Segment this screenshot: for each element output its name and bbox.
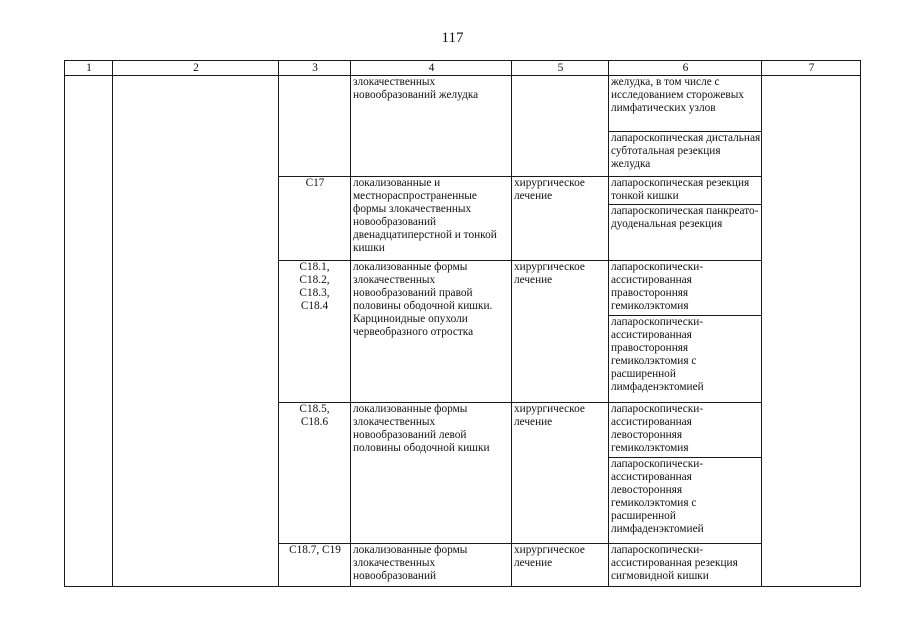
method-item: лапароскопически-ассистированная левосторонняя гемиколэктомия с расширенной лимфаденэктомией bbox=[611, 457, 704, 535]
methods-cell bbox=[609, 176, 762, 260]
method-item: желудка, в том числе с исследованием сторожевых лимфатических узлов bbox=[609, 76, 761, 132]
condition-cell: локализованные формы злокачественных новообразований bbox=[351, 544, 512, 587]
treatment-type-cell: хирургическое лечение bbox=[512, 176, 609, 260]
condition-cell: локализованные формы злокачественных новообразований левой половины ободочной кишки bbox=[351, 402, 512, 544]
column-header-4: 4 bbox=[351, 61, 512, 76]
column-7-cell bbox=[762, 76, 861, 587]
method-item: лапароскопическая резекция тонкой кишки bbox=[609, 177, 761, 205]
condition-cell: злокачественных новообразований желудка bbox=[351, 76, 512, 177]
methods-cell bbox=[609, 76, 762, 177]
method-item: лапароскопически-ассистированная правосторонняя гемиколэктомия bbox=[609, 261, 761, 316]
diagnosis-code-cell: C18.7, C19 bbox=[279, 544, 351, 587]
method-item: лапароскопическая дистальная субтотальная резекция желудка bbox=[611, 132, 761, 170]
methods-cell bbox=[609, 544, 762, 587]
method-item: лапароскопически-ассистированная резекция сигмовидной кишки bbox=[611, 544, 738, 583]
method-item: лапароскопически-ассистированная левосторонняя гемиколэктомия bbox=[609, 403, 761, 458]
condition-cell: локализованные и местнораспространенные формы злокачественных новообразований двенадцатиперстной и тонкой кишки bbox=[351, 176, 512, 260]
treatment-type-cell: хирургическое лечение bbox=[512, 402, 609, 544]
methods-cell bbox=[609, 261, 762, 403]
method-item: лапароскопическая панкреато-дуоденальная резекция bbox=[611, 204, 759, 230]
treatment-type-cell: хирургическое лечение bbox=[512, 261, 609, 403]
column-header-3: 3 bbox=[279, 61, 351, 76]
column-header-7: 7 bbox=[762, 61, 861, 76]
diagnosis-code-cell bbox=[279, 76, 351, 177]
procedures-table bbox=[64, 60, 861, 587]
page-number: 117 bbox=[441, 30, 464, 46]
methods-cell bbox=[609, 402, 762, 544]
diagnosis-code-cell: C18.5, C18.6 bbox=[279, 402, 351, 544]
condition-cell: локализованные формы злокачественных новообразований правой половины ободочной кишки. Карциноидные опухоли червеобразного отростка bbox=[351, 261, 512, 403]
column-header-1: 1 bbox=[65, 61, 113, 76]
column-2-cell bbox=[113, 76, 279, 587]
treatment-type-cell: хирургическое лечение bbox=[512, 544, 609, 587]
method-item: лапароскопически-ассистированная правосторонняя гемиколэктомия с расширенной лимфаденэктомией bbox=[611, 316, 704, 394]
column-number-row bbox=[65, 61, 861, 76]
diagnosis-code-cell: C17 bbox=[279, 176, 351, 260]
column-header-2: 2 bbox=[113, 61, 279, 76]
column-1-cell bbox=[65, 76, 113, 587]
treatment-type-cell bbox=[512, 76, 609, 177]
column-header-5: 5 bbox=[512, 61, 609, 76]
column-header-6: 6 bbox=[609, 61, 762, 76]
table-row bbox=[65, 76, 861, 177]
diagnosis-code-cell: C18.1, C18.2, C18.3, C18.4 bbox=[279, 261, 351, 403]
